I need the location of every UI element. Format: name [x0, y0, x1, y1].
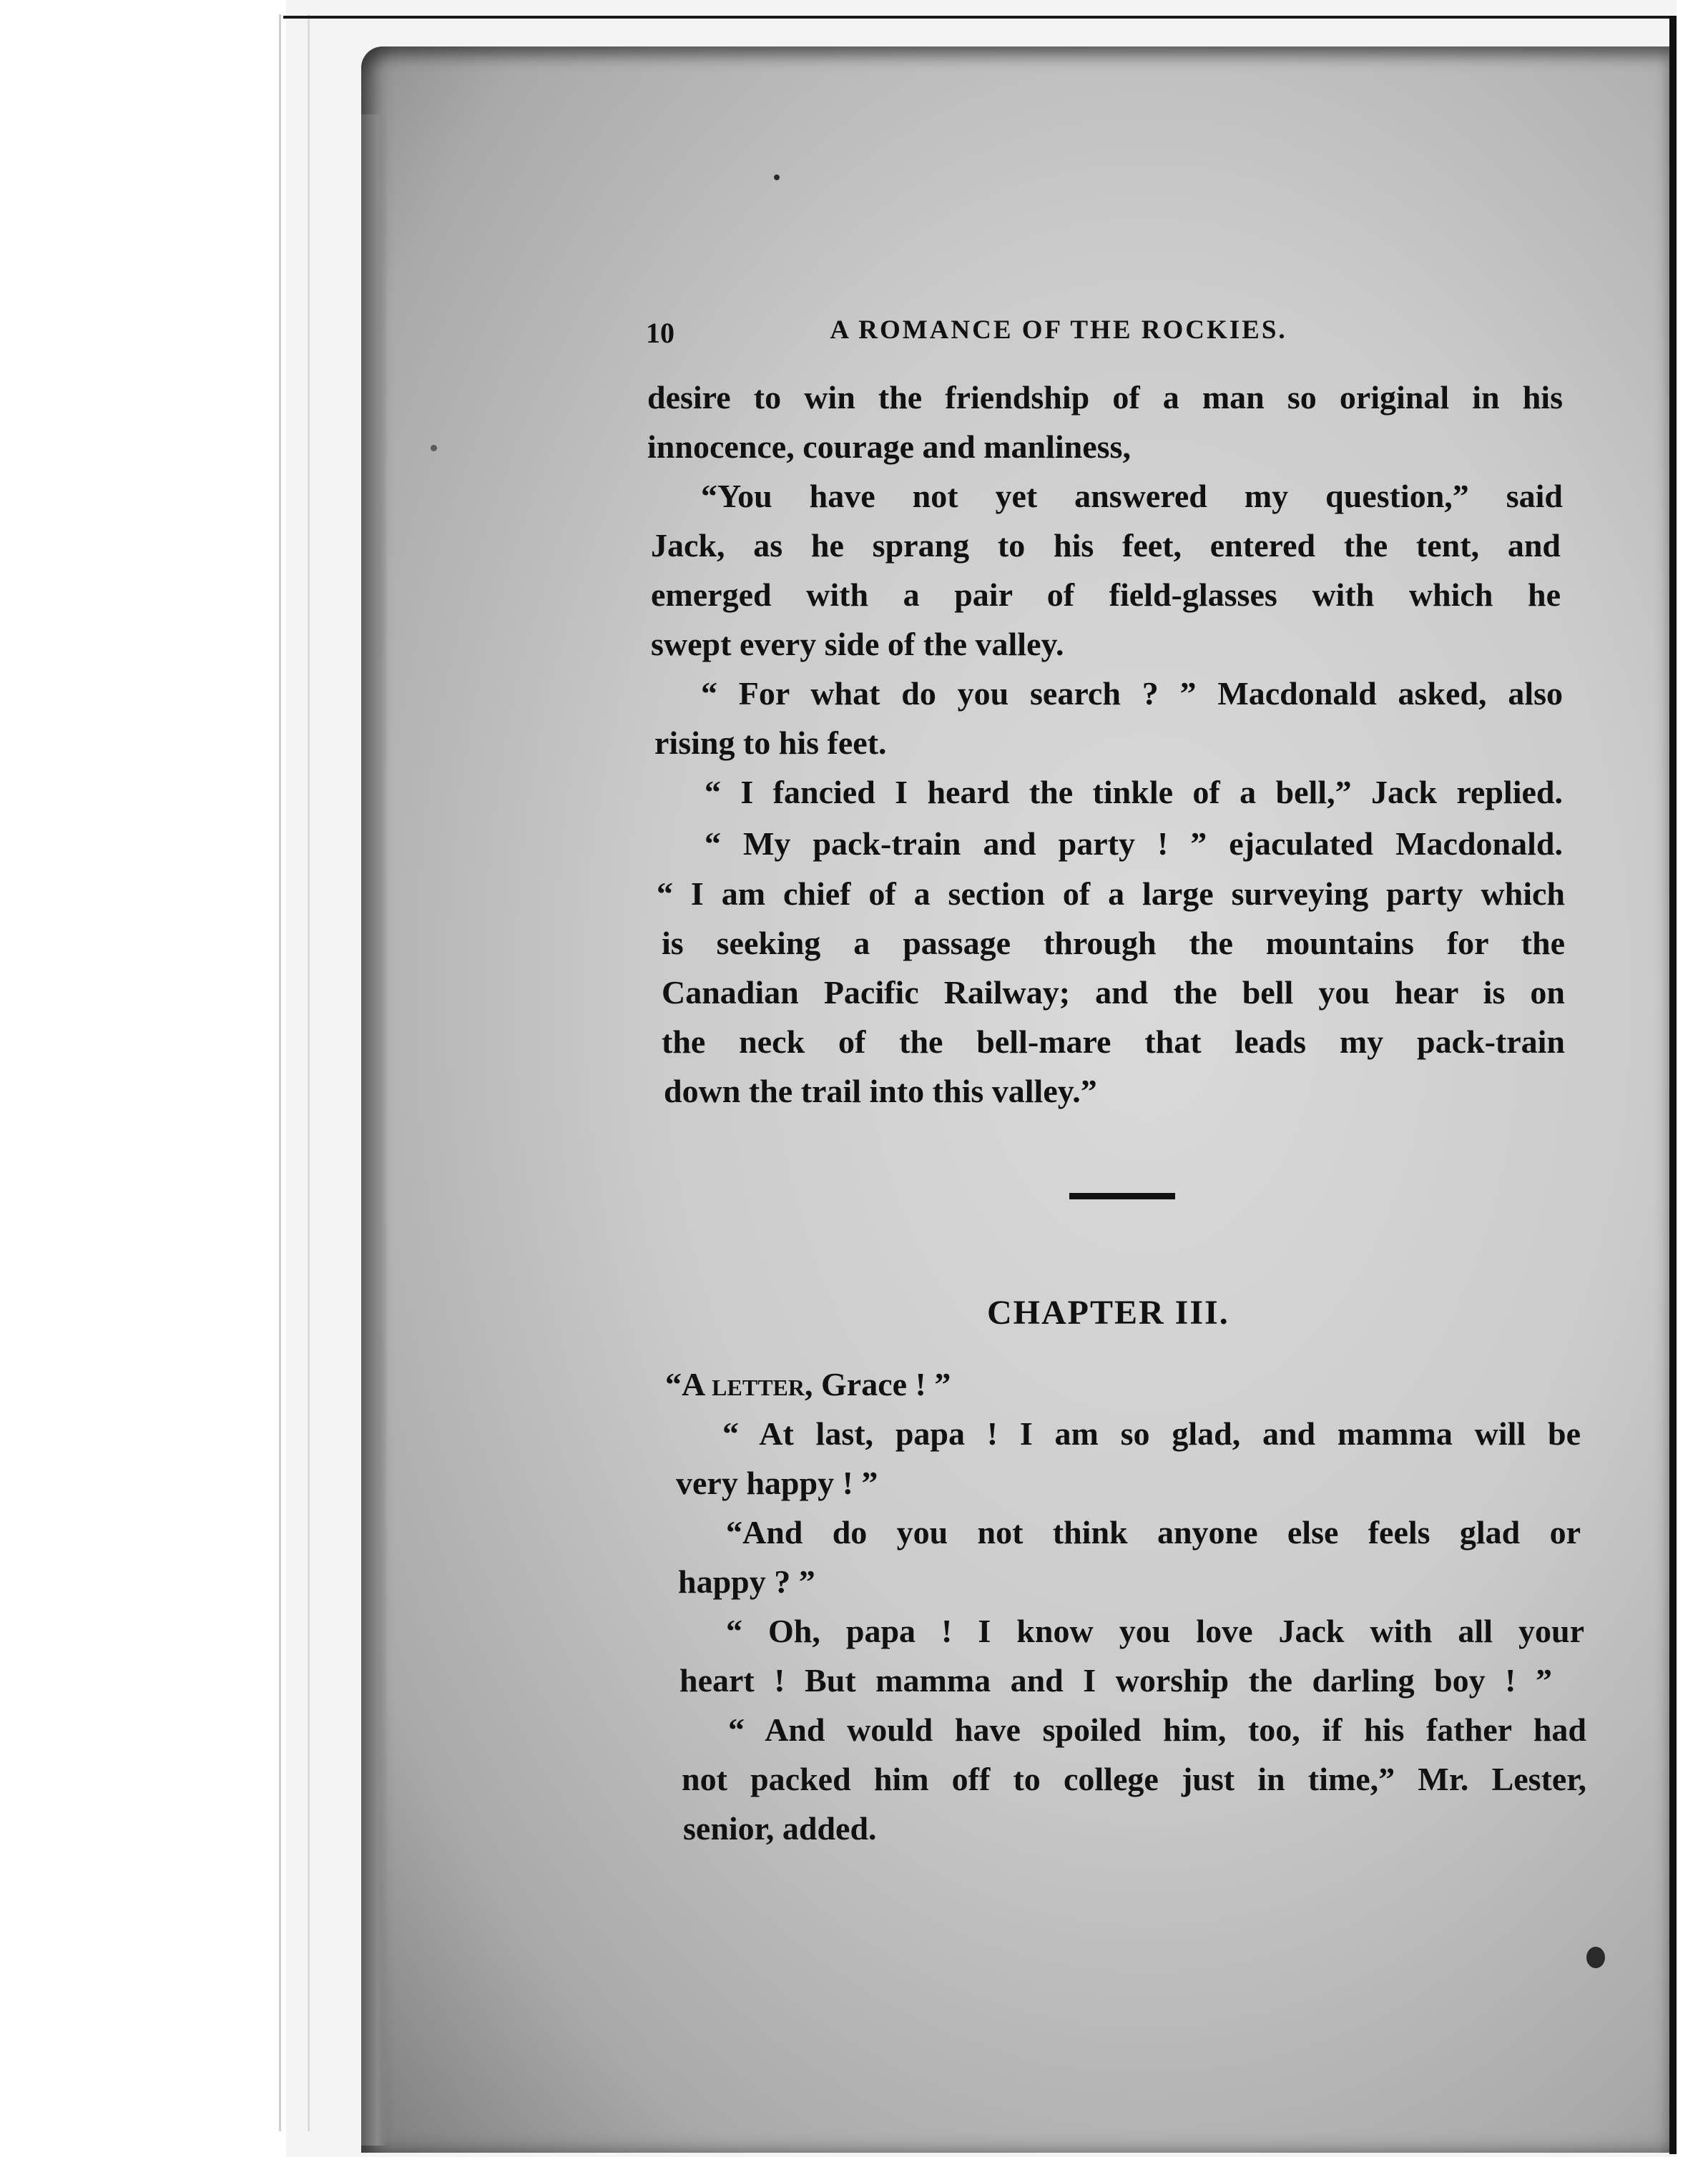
text-line: “You have not yet answered my question,” said — [701, 478, 1563, 514]
text-line: “ And would have spoiled him, too, if his father had — [728, 1711, 1586, 1748]
text-line: happy ? ” — [678, 1563, 815, 1600]
text-line: the neck of the bell-mare that leads my pack-train — [662, 1023, 1565, 1060]
smallcaps-lead: A letter — [682, 1366, 805, 1402]
text-line: desire to win the friendship of a man so original in his — [647, 379, 1563, 416]
text-line: very happy ! ” — [676, 1465, 878, 1501]
text-line: is seeking a passage through the mountains for the — [662, 925, 1565, 961]
text-line: “ My pack-train and party ! ” ejaculated Macdonald. — [705, 825, 1563, 862]
text-line: “ At last, papa ! I am so glad, and mamma will be — [722, 1415, 1581, 1452]
text-line: senior, added. — [683, 1810, 877, 1847]
text-line: heart ! But mamma and I worship the darling boy ! ” — [679, 1662, 1552, 1699]
opening-quote: “ — [665, 1366, 682, 1402]
text-line: swept every side of the valley. — [651, 626, 1064, 662]
text-line: not packed him off to college just in time,” Mr. Lester, — [682, 1761, 1586, 1797]
text-line: emerged with a pair of field-glasses with which he — [651, 576, 1561, 613]
section-divider-rule — [1069, 1193, 1175, 1199]
text-line — [665, 1363, 1559, 1406]
text-line: innocence, courage and manliness, — [647, 428, 1131, 465]
text-line: rising to his feet. — [654, 724, 887, 761]
text-line: Jack, as he sprang to his feet, entered the tent, and — [651, 527, 1561, 564]
text-line: “ For what do you search ? ” Macdonald asked, also — [701, 675, 1563, 712]
text-line: “ I am chief of a section of a large surveying party which — [657, 875, 1565, 912]
running-title: A ROMANCE OF THE ROCKIES. — [830, 315, 1287, 345]
text-line: “ I fancied I heard the tinkle of a bell,” Jack replied. — [705, 774, 1563, 810]
page-number: 10 — [646, 317, 674, 349]
text-line: “ Oh, papa ! I know you love Jack with all your — [726, 1613, 1584, 1649]
text-line: down the trail into this valley.” — [664, 1073, 1097, 1109]
text-line: Canadian Pacific Railway; and the bell you hear is on — [662, 974, 1565, 1011]
first-line-rest: , Grace ! ” — [805, 1366, 951, 1402]
chapter-heading: CHAPTER III. — [987, 1294, 1230, 1332]
text-line: “And do you not think anyone else feels glad or — [726, 1514, 1581, 1551]
